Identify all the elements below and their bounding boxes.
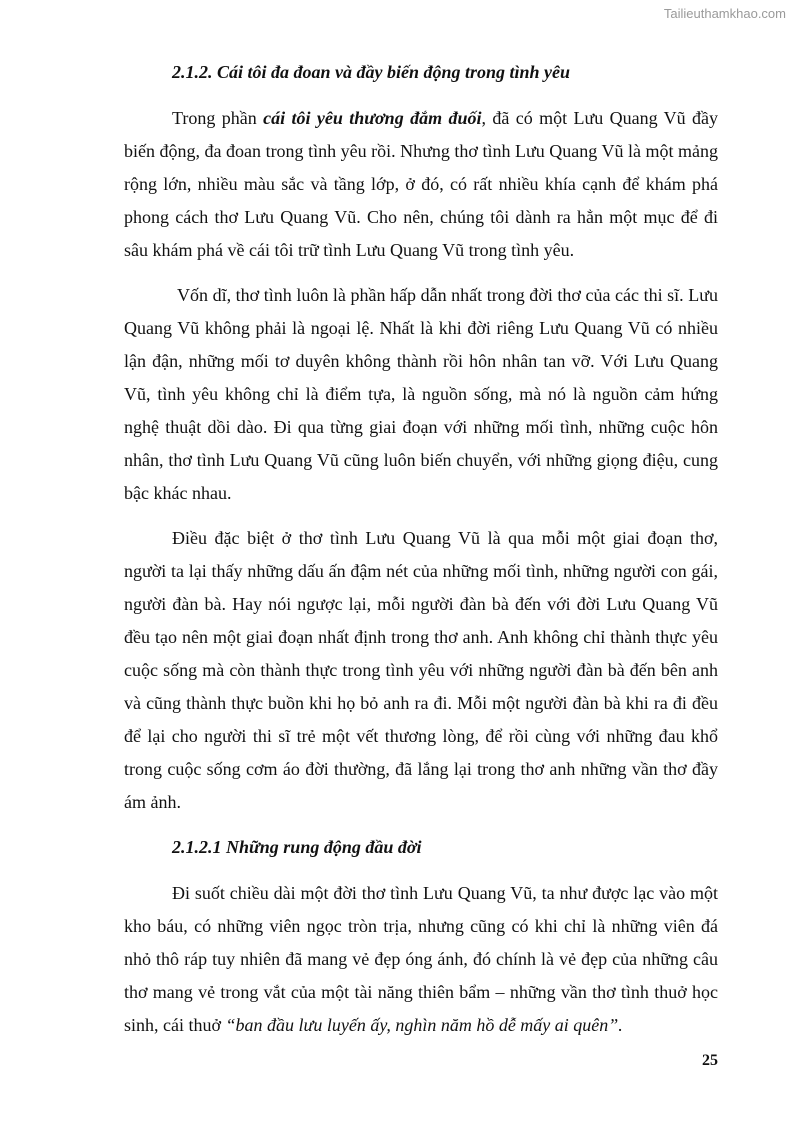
paragraph-2: Vốn dĩ, thơ tình luôn là phần hấp dẫn nhất trong đời thơ của các thi sĩ. Lưu Quang Vũ không phải là ngoại lệ. Nhất là khi đời riêng Lưu Quang Vũ có nhiều lận đận, những mối tơ duyên không thành rồi hôn nhân tan vỡ. Với Lưu Quang Vũ, tình yêu không chỉ là điểm tựa, là nguồn sống, mà nó là nguồn cảm hứng nghệ thuật dồi dào. Đi qua từng giai đoạn với những mối tình, những cuộc hôn nhân, thơ tình Lưu Quang Vũ cũng luôn biến chuyển, với những giọng điệu, cung bậc khác nhau. bbox=[124, 285, 718, 503]
paragraph-1-start: Trong phần bbox=[172, 108, 264, 128]
section-heading: 2.1.2. Cái tôi đa đoan và đầy biến động trong tình yêu bbox=[172, 62, 571, 82]
watermark: Tailieuthamkhao.com bbox=[663, 6, 786, 21]
paragraph-1 bbox=[124, 102, 718, 267]
paragraph-4 bbox=[124, 877, 718, 1042]
page-number: 25 bbox=[702, 1052, 718, 1069]
paragraph-1-rest: , đã có một Lưu Quang Vũ đầy biến động, đa đoan trong tình yêu rồi. Nhưng thơ tình Lưu Quang Vũ là một mảng rộng lớn, nhiều màu sắc và tầng lớp, ở đó, có rất nhiều khía cạnh để khám phá phong cách thơ Lưu Quang Vũ. Cho nên, chúng tôi dành ra hẳn một mục để đi sâu khám phá về cái tôi trữ tình Lưu Quang Vũ trong tình yêu. bbox=[124, 108, 718, 260]
quoted-verse: “ban đầu lưu luyến ấy, nghìn năm hồ dễ mấy ai quên”. bbox=[225, 1015, 623, 1035]
subsection-heading: 2.1.2.1 Những rung động đầu đời bbox=[172, 837, 422, 857]
emphasized-phrase: cái tôi yêu thương đắm đuối bbox=[263, 108, 482, 128]
paragraph-4-text: Đi suốt chiều dài một đời thơ tình Lưu Quang Vũ, ta như được lạc vào một kho báu, có những viên ngọc tròn trịa, nhưng cũng có khi chỉ là những viên đá nhỏ thô ráp tuy nhiên đã mang vẻ đẹp óng ánh, đó chính là vẻ đẹp của những câu thơ mang vẻ trong vắt của một tài năng thiên bẩm – những vần thơ tình thuở học sinh, cái thuở bbox=[124, 883, 718, 1035]
document-body bbox=[124, 56, 718, 1054]
paragraph-3: Điều đặc biệt ở thơ tình Lưu Quang Vũ là qua mỗi một giai đoạn thơ, người ta lại thấy những dấu ấn đậm nét của những mối tình, những người con gái, người đàn bà. Hay nói ngược lại, mỗi người đàn bà đến với đời Lưu Quang Vũ đều tạo nên một giai đoạn nhất định trong thơ anh. Anh không chỉ thành thực yêu cuộc sống mà còn thành thực trong tình yêu với những người đàn bà đến bên anh và cũng thành thực buồn khi họ bỏ anh ra đi. Mỗi một người đàn bà khi ra đi đều để lại cho người thi sĩ trẻ một vết thương lòng, để rồi cùng với những đau khổ trong cuộc sống cơm áo đời thường, đã lắng lại trong thơ anh những vần thơ đầy ám ảnh. bbox=[124, 528, 718, 812]
